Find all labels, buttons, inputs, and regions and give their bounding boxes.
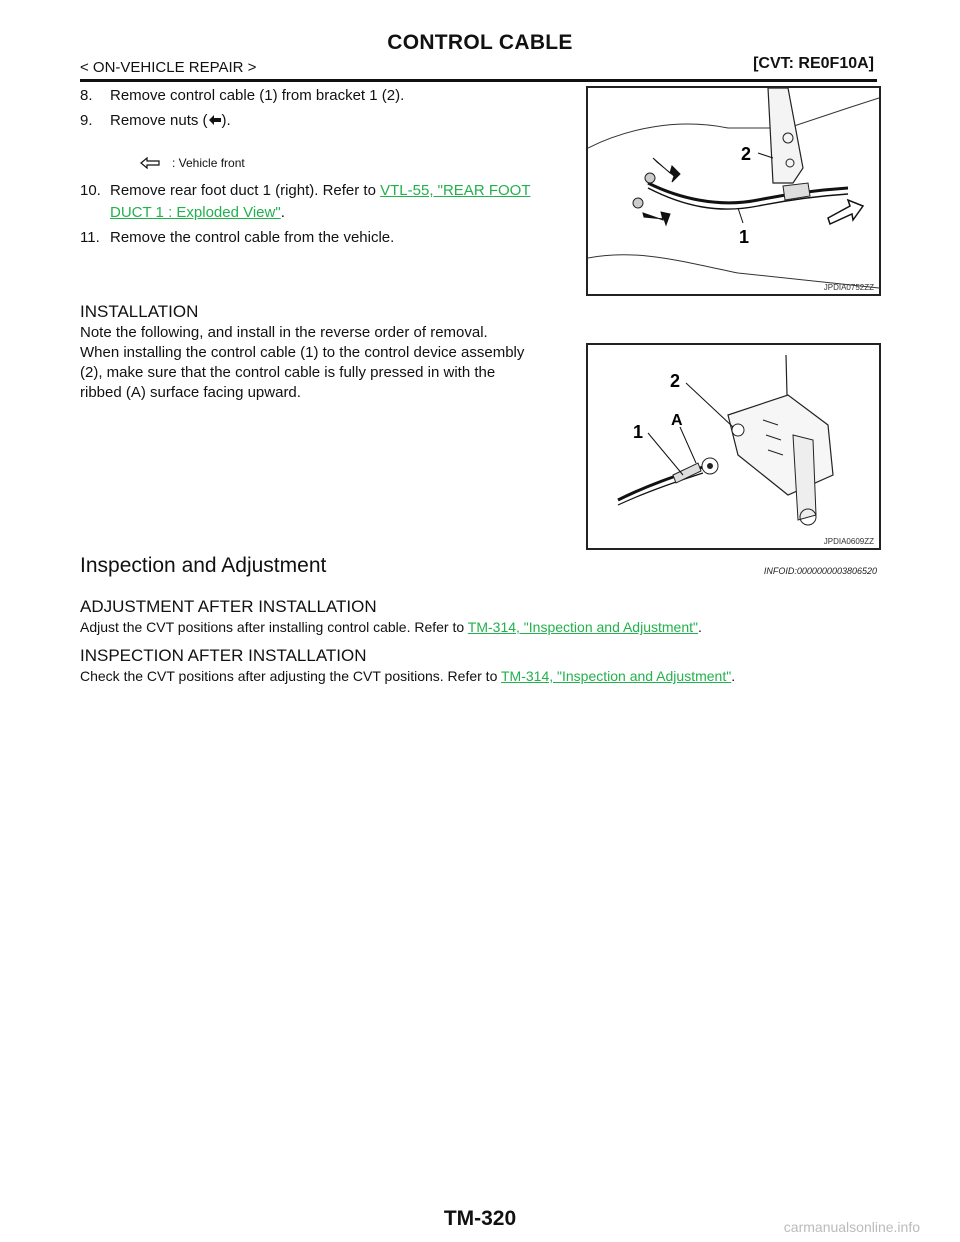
info-id: INFOID:0000000003806520 <box>763 566 877 576</box>
legend-vehicle-front: : Vehicle front <box>140 156 245 170</box>
link-vtl-55-cont[interactable]: DUCT 1 : Exploded View" <box>110 204 281 221</box>
step-10: 10. Remove rear foot duct 1 (right). Refer to VTL-55, "REAR FOOT <box>80 182 531 199</box>
link-tm-314-inspect[interactable]: TM-314, "Inspection and Adjustment" <box>501 668 732 684</box>
inspection-heading: Inspection and Adjustment <box>80 554 327 577</box>
figure2-label-1: 1 <box>633 422 644 442</box>
figure1-label-1: 1 <box>739 227 750 247</box>
adjustment-heading: ADJUSTMENT AFTER INSTALLATION <box>80 597 377 616</box>
adjustment-text: Adjust the CVT positions after installing control cable. Refer to TM-314, "Inspection and Adjustment". <box>80 619 702 635</box>
header-rule <box>80 79 877 82</box>
figure2-code: JPDIA0609ZZ <box>823 537 874 546</box>
figure-cable-bracket-illustration <box>588 88 879 294</box>
model-label: [CVT: RE0F10A] <box>753 55 874 72</box>
link-tm-314-adjust[interactable]: TM-314, "Inspection and Adjustment" <box>467 619 698 635</box>
figure1-code: JPDIA0752ZZ <box>823 283 874 292</box>
inspection-text: Check the CVT positions after adjusting the CVT positions. Refer to TM-314, "Inspection and Adjustment". <box>80 668 736 684</box>
figure-control-device <box>586 343 881 550</box>
nut-arrow-icon <box>208 114 222 126</box>
step-11: 11. Remove the control cable from the vehicle. <box>80 229 395 246</box>
figure2-label-2: 2 <box>670 371 681 391</box>
step-10-cont: DUCT 1 : Exploded View". <box>110 204 285 221</box>
vehicle-front-arrow-icon <box>140 157 160 169</box>
step-8: 8. Remove control cable (1) from bracket 1 (2). <box>80 87 405 104</box>
installation-note: Note the following, and install in the reverse order of removal. <box>80 324 488 341</box>
figure2-label-a: A <box>671 412 683 429</box>
figure1-label-2: 2 <box>741 144 752 164</box>
figure-cable-bracket <box>586 86 881 296</box>
installation-heading: INSTALLATION <box>80 302 199 321</box>
installation-paragraph: When installing the control cable (1) to the control device assembly (2), make sure that the control cable is fully pressed in with the ribbed (A) surface facing upward. <box>80 344 525 401</box>
page-title: CONTROL CABLE <box>387 31 573 54</box>
link-vtl-55[interactable]: VTL-55, "REAR FOOT <box>380 182 531 199</box>
figure-control-device-illustration <box>588 345 879 548</box>
section-label: < ON-VEHICLE REPAIR > <box>80 59 257 76</box>
step-9: 9. Remove nuts ( ). <box>80 112 231 129</box>
watermark: carmanualsonline.info <box>783 1219 920 1235</box>
page-number: TM-320 <box>443 1207 517 1230</box>
inspection-after-heading: INSPECTION AFTER INSTALLATION <box>80 646 367 665</box>
